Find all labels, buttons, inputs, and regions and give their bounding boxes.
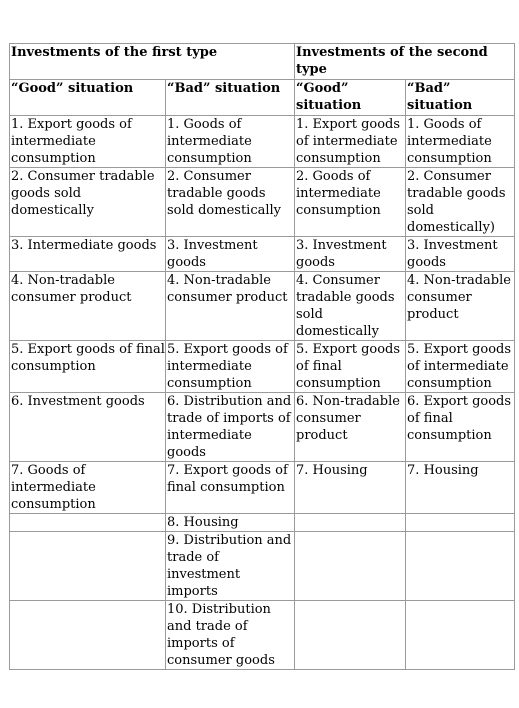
table-cell: 7. Housing <box>295 462 406 514</box>
table-cell: 6. Investment goods <box>10 393 166 462</box>
table-cell: 6. Export goods of final consumption <box>406 393 515 462</box>
subheader-second-good: “Good” situation <box>295 80 406 116</box>
table-row <box>10 168 515 237</box>
table-cell <box>295 532 406 601</box>
table-cell: 2. Goods of intermediate consumption <box>295 168 406 237</box>
table-subheader-row <box>10 80 515 116</box>
group-header-second-type: Investments of the second type <box>295 44 515 80</box>
table-cell <box>406 532 515 601</box>
table-cell: 1. Export goods of intermediate consumption <box>10 116 166 168</box>
table-cell: 2. Consumer tradable goods sold domestically <box>166 168 295 237</box>
table-row <box>10 237 515 272</box>
table-cell: 2. Consumer tradable goods sold domestically) <box>406 168 515 237</box>
table-cell <box>295 601 406 670</box>
table-row <box>10 462 515 514</box>
table-row <box>10 272 515 341</box>
table-cell: 6. Distribution and trade of imports of intermediate goods <box>166 393 295 462</box>
table-row <box>10 601 515 670</box>
table-cell <box>406 514 515 532</box>
table-row <box>10 341 515 393</box>
table-cell: 3. Investment goods <box>295 237 406 272</box>
table-cell: 3. Investment goods <box>166 237 295 272</box>
subheader-first-bad: “Bad” situation <box>166 80 295 116</box>
table-row <box>10 393 515 462</box>
table-cell: 3. Investment goods <box>406 237 515 272</box>
table-cell: 7. Export goods of final consumption <box>166 462 295 514</box>
table-cell: 4. Non-tradable consumer product <box>10 272 166 341</box>
table-row <box>10 116 515 168</box>
table-cell: 7. Goods of intermediate consumption <box>10 462 166 514</box>
table-cell: 5. Export goods of intermediate consumption <box>166 341 295 393</box>
table-cell: 5. Export goods of intermediate consumption <box>406 341 515 393</box>
subheader-second-bad: “Bad” situation <box>406 80 515 116</box>
table-cell: 6. Non-tradable consumer product <box>295 393 406 462</box>
table-cell: 9. Distribution and trade of investment imports <box>166 532 295 601</box>
table-cell: 5. Export goods of final consumption <box>10 341 166 393</box>
table-cell: 1. Goods of intermediate consumption <box>166 116 295 168</box>
table-cell: 10. Distribution and trade of imports of consumer goods <box>166 601 295 670</box>
group-header-first-type: Investments of the first type <box>10 44 295 80</box>
table-cell <box>10 514 166 532</box>
investment-types-table <box>9 43 515 670</box>
table-row <box>10 532 515 601</box>
table-cell <box>10 532 166 601</box>
table-cell: 5. Export goods of final consumption <box>295 341 406 393</box>
table-cell <box>10 601 166 670</box>
table-cell: 3. Intermediate goods <box>10 237 166 272</box>
table-cell: 4. Consumer tradable goods sold domestically <box>295 272 406 341</box>
table-cell: 4. Non-tradable consumer product <box>406 272 515 341</box>
table-cell: 8. Housing <box>166 514 295 532</box>
subheader-first-good: “Good” situation <box>10 80 166 116</box>
table-cell: 1. Goods of intermediate consumption <box>406 116 515 168</box>
table-cell: 4. Non-tradable consumer product <box>166 272 295 341</box>
table-row <box>10 514 515 532</box>
table-cell <box>406 601 515 670</box>
table-cell: 1. Export goods of intermediate consumption <box>295 116 406 168</box>
table-cell: 7. Housing <box>406 462 515 514</box>
table-cell: 2. Consumer tradable goods sold domestically <box>10 168 166 237</box>
table-cell <box>295 514 406 532</box>
table-header-row <box>10 44 515 80</box>
